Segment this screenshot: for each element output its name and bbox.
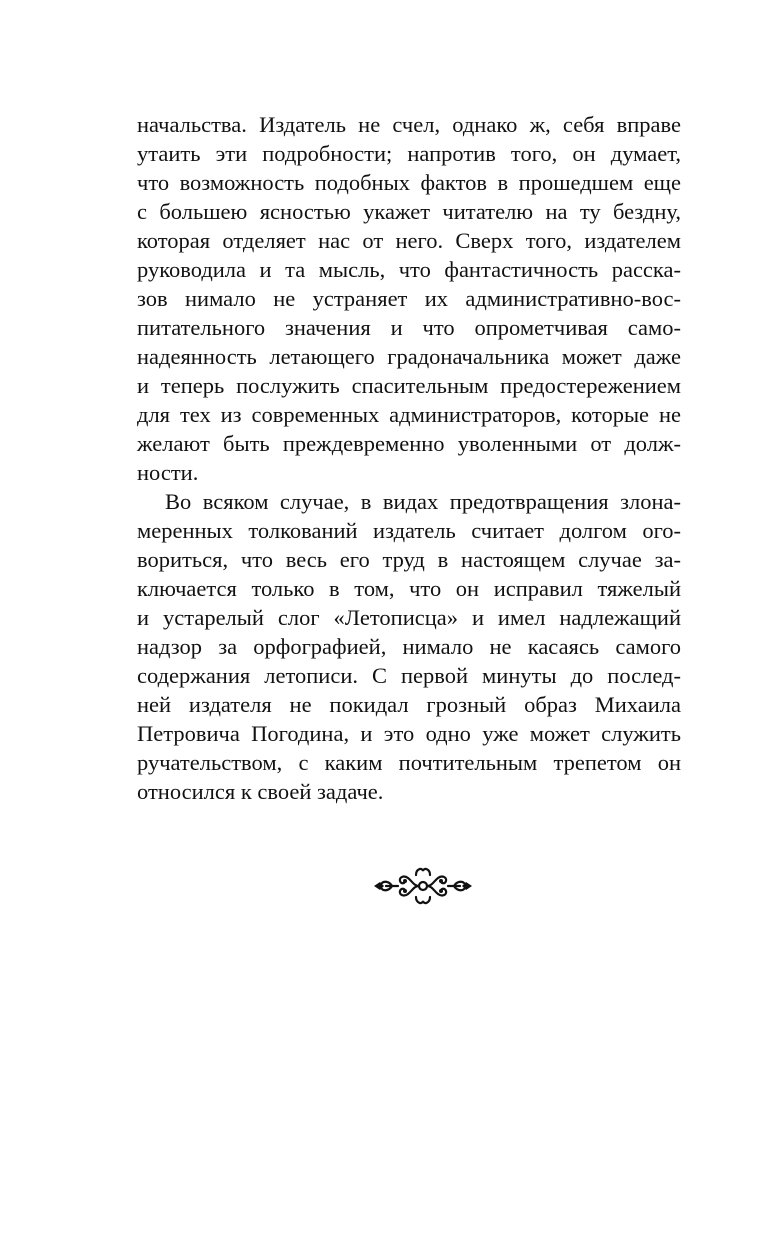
- text-line: ности.: [137, 460, 199, 485]
- text-line: ключается только в том, что он исправил тяжелый: [137, 576, 681, 601]
- text-line: и теперь послужить спасительным предостережением: [137, 373, 681, 398]
- text-line: относился к своей задаче.: [137, 779, 384, 804]
- text-line: которая отделяет нас от него. Сверх того, издателем: [137, 228, 681, 253]
- text-line: с большею ясностью укажет читателю на ту бездну,: [137, 199, 681, 224]
- paragraph-2: [137, 487, 681, 806]
- text-line: желают быть преждевременно уволенными от долж-: [137, 431, 681, 456]
- text-line: Петровича Погодина, и это одно уже может служить: [137, 721, 681, 746]
- text-line: для тех из современных администраторов, которые не: [137, 402, 681, 427]
- text-line: Во всяком случае, в видах предотвращения злона-: [165, 489, 681, 514]
- text-line: ней издателя не покидал грозный образ Михаила: [137, 692, 681, 717]
- text-line: зов нимало не устраняет их административно-вос-: [137, 286, 681, 311]
- text-line: ручательством, с каким почтительным трепетом он: [137, 750, 681, 775]
- text-line: начальства. Издатель не счел, однако ж, себя вправе: [137, 112, 681, 137]
- text-line: вориться, что весь его труд в настоящем случае за-: [137, 547, 681, 572]
- text-line: утаить эти подробности; напротив того, он думает,: [137, 141, 681, 166]
- text-line: что возможность подобных фактов в прошедшем еще: [137, 170, 681, 195]
- text-line: питательного значения и что опрометчивая само-: [137, 315, 681, 340]
- text-line: и устарелый слог «Летописца» и имел надлежащий: [137, 605, 681, 630]
- paragraph-1: [137, 110, 681, 487]
- text-line: надзор за орфографией, нимало не касаясь самого: [137, 634, 681, 659]
- document-body: [137, 110, 681, 806]
- text-line: содержания летописи. С первой минуты до послед-: [137, 663, 681, 688]
- text-line: меренных толкований издатель считает долгом ого-: [137, 518, 681, 543]
- flourish-ornament-icon: [372, 862, 474, 910]
- text-line: надеянность летающего градоначальника может даже: [137, 344, 681, 369]
- text-line: руководила и та мысль, что фантастичность расска-: [137, 257, 681, 282]
